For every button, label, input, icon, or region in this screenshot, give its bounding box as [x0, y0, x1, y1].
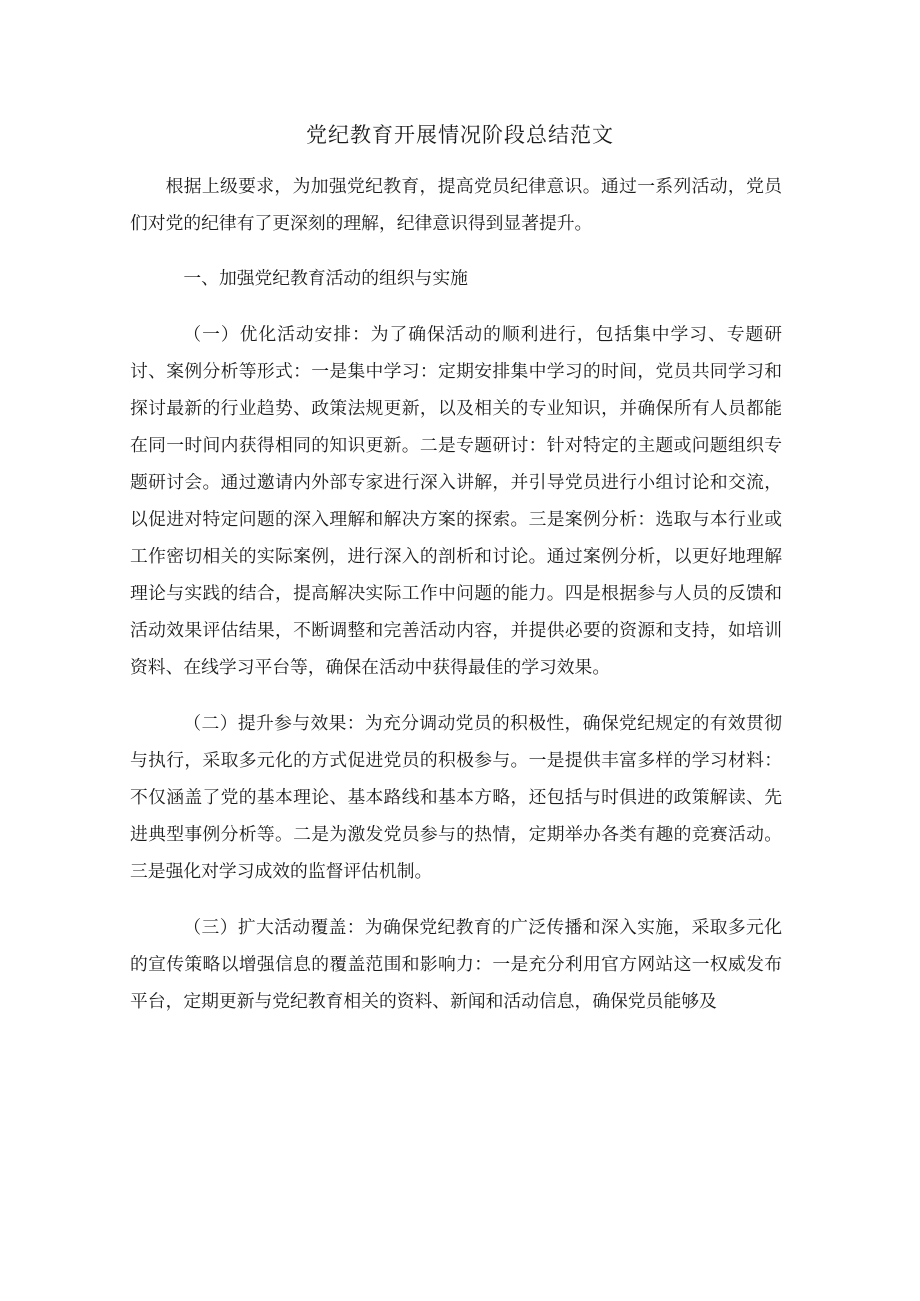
section-heading: 一、加强党纪教育活动的组织与实施 — [183, 268, 468, 289]
paragraph-optimize-arrangement: （一）优化活动安排：为了确保活动的顺利进行，包括集中学习、专题研讨、案例分析等形式：一是集中学习：定期安排集中学习的时间，党员共同学习和探讨最新的行业趋势、政策法规更新，以及相关的专业知识，并确保所有人员都能在同一时间内获得相同的知识更新。二是专题研讨：针对特定的主题或问题组织专题研讨会。通过邀请内外部专家进行深入讲解，并引导党员进行小组讨论和交流，以促进对特定问题的深入理解和解决方案的探索。三是案例分析：选取与本行业或工作密切相关的实际案例，进行深入的剖析和讨论。通过案例分析，以更好地理解理论与实践的结合，提高解决实际工作中问题的能力。四是根据参与人员的反馈和活动效果评估结果，不断调整和完善活动内容，并提供必要的资源和支持，如培训资料、在线学习平台等，确保在活动中获得最佳的学习效果。 — [130, 324, 782, 678]
document-body — [130, 168, 782, 1020]
paragraph-improve-participation: （二）提升参与效果：为充分调动党员的积极性，确保党纪规定的有效贯彻与执行，采取多元化的方式促进党员的积极参与。一是提供丰富多样的学习材料：不仅涵盖了党的基本理论、基本路线和基本方略，还包括与时俱进的政策解读、先进典型事例分析等。二是为激发党员参与的热情，定期举办各类有趣的竞赛活动。三是强化对学习成效的监督评估机制。 — [130, 713, 782, 882]
document-title: 党纪教育开展情况阶段总结范文 — [306, 123, 614, 147]
intro-paragraph: 根据上级要求，为加强党纪教育，提高党员纪律意识。通过一系列活动，党员们对党的纪律有了更深刻的理解，纪律意识得到显著提升。 — [130, 176, 782, 234]
paragraph-expand-coverage: （三）扩大活动覆盖：为确保党纪教育的广泛传播和深入实施，采取多元化的宣传策略以增强信息的覆盖范围和影响力：一是充分利用官方网站这一权威发布平台，定期更新与党纪教育相关的资料、新闻和活动信息，确保党员能够及 — [130, 917, 782, 1012]
